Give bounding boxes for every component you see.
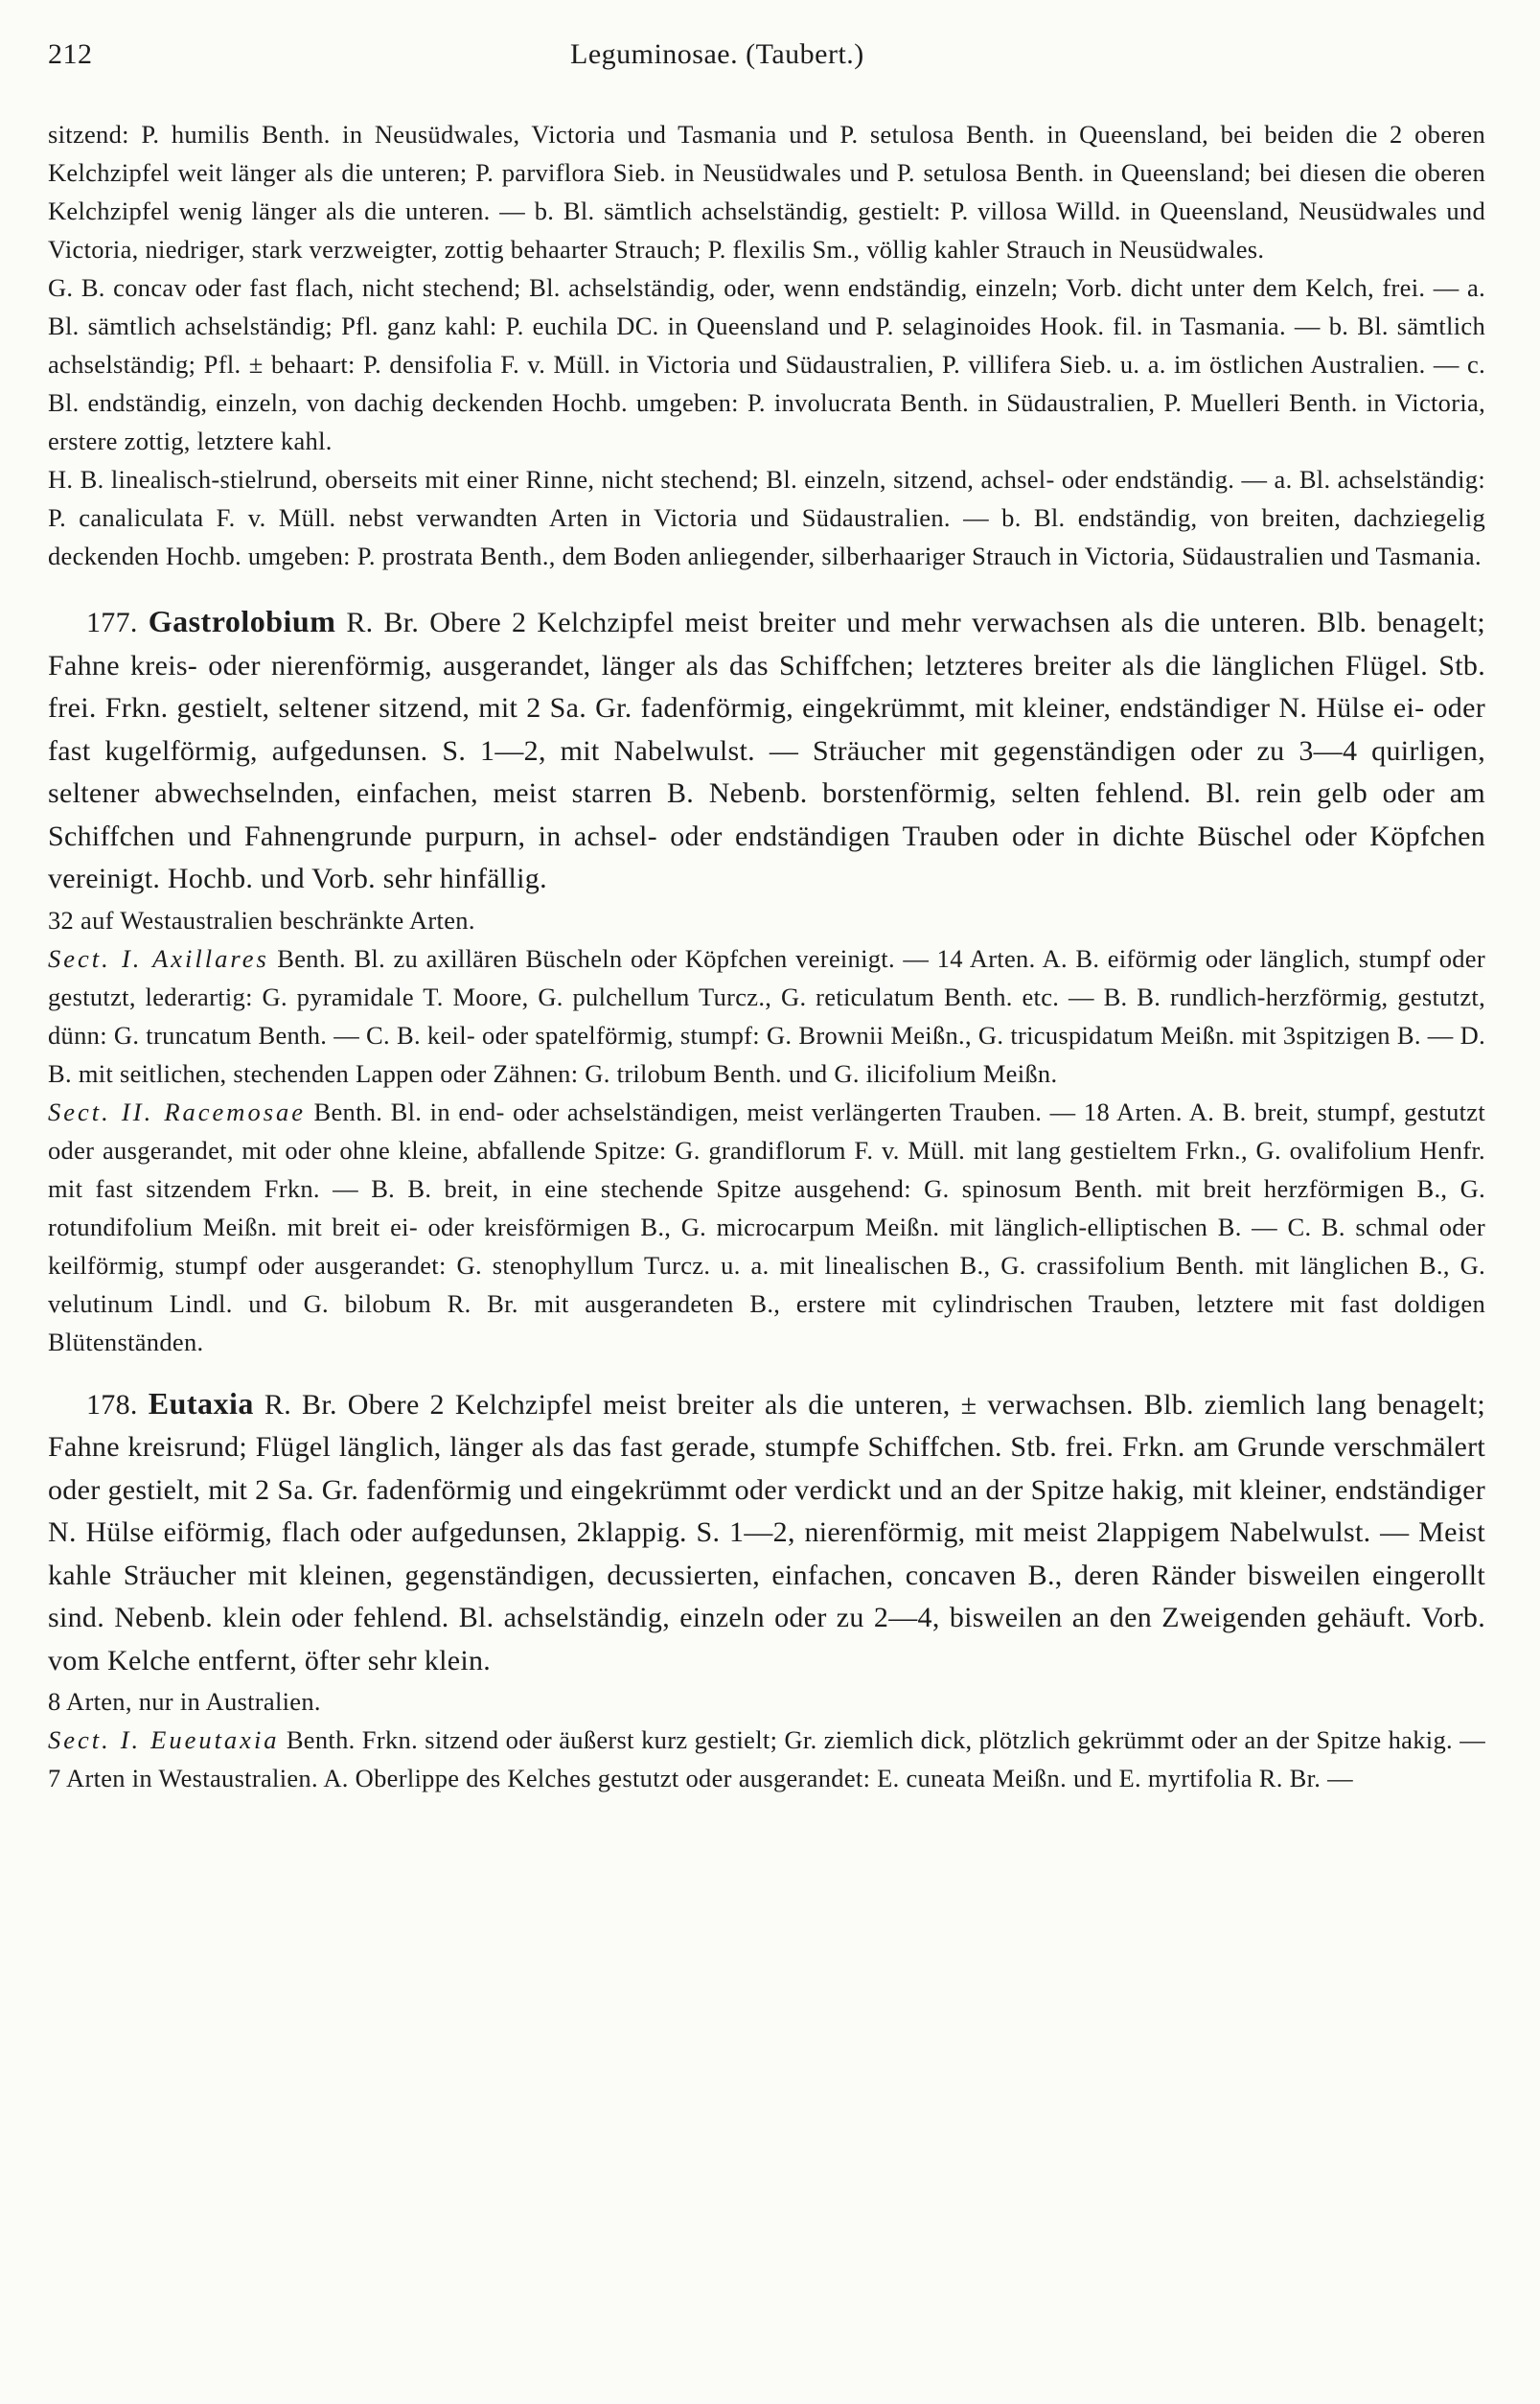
section-heading: Sect. I. Axillares: [48, 943, 269, 973]
section-text: Benth. Bl. zu axillären Büscheln oder Köpfchen vereinigt. — 14 Arten. A. B. eiförmig oder länglich, stumpf oder gestutzt, lederartig: G. pyramidale T. Moore, G. pulchellum Turcz., G. reticulatum Benth. etc. — B. B. rundlich-herzförmig, gestutzt, dünn: G. truncatum Benth. — C. B. keil- oder spatelförmig, stumpf: G. Brownii Meißn., G. tricuspidatum Meißn. mit 3spitzigen B. — D. B. mit seitlichen, stechenden Lappen oder Zähnen: G. trilobum Benth. und G. ilicifolium Meißn.: [48, 943, 1485, 1088]
running-title: Leguminosae. (Taubert.): [570, 38, 864, 70]
section-heading: Sect. I. Eueutaxia: [48, 1725, 280, 1754]
page-header: [48, 29, 1485, 86]
page: [48, 29, 1485, 1797]
section-racemosae: [48, 1093, 1485, 1361]
paragraph-pultenaea-h: H. B. linealisch-stielrund, oberseits mit einer Rinne, nicht stechend; Bl. einzeln, sitzend, achsel- oder endständig. — a. Bl. achselständig: P. canaliculata F. v. Müll. nebst verwandten Arten in Victoria und Südaustralien. — b. Bl. endständig, von breiten, dachziegelig deckenden Hochb. umgeben: P. prostrata Benth., dem Boden anliegender, silberhaariger Strauch in Victoria, Südaustralien und Tasmania.: [48, 465, 1485, 570]
paragraph-pultenaea-g: G. B. concav oder fast flach, nicht stechend; Bl. achselständig, oder, wenn endständig, einzeln; Vorb. dicht unter dem Kelch, frei. — a. Bl. sämtlich achselständig; Pfl. ganz kahl: P. euchila DC. in Queensland und P. selaginoides Hook. fil. in Tasmania. — b. Bl. sämtlich achselständig; Pfl. ± behaart: P. densifolia F. v. Müll. in Victoria und Südaustralien, P. villifera Sieb. u. a. im östlichen Australien. — c. Bl. endständig, einzeln, von dachig deckenden Hochb. umgeben: P. involucrata Benth. in Südaustralien, P. Muelleri Benth. in Victoria, erstere zottig, letztere kahl.: [48, 273, 1485, 455]
genus-name: Gastrolobium: [148, 604, 336, 638]
section-text: Benth. Bl. in end- oder achselständigen, meist verlängerten Trauben. — 18 Arten. A. B. breit, stumpf, gestutzt oder ausgerandet, mit oder ohne kleine, abfallende Spitze: G. grandiflorum F. v. Müll. mit lang gestieltem Frkn., G. ovalifolium Henfr. mit fast sitzendem Frkn. — B. B. breit, in eine stechende Spitze ausgehend: G. spinosum Benth. mit breit herzförmigen B., G. rotundifolium Meißn. mit breit ei- oder kreisförmigen B., G. microcarpum Meißn. mit länglich-elliptischen B. — C. B. schmal oder keilförmig, stumpf oder ausgerandet: G. stenophyllum Turcz. u. a. mit linealischen B., G. crassifolium Benth. mit länglichen B., G. velutinum Lindl. und G. bilobum R. Br. mit ausgerandeten B., erstere mit cylindrischen Trauben, letztere mit fast doldigen Blütenständen.: [48, 1097, 1485, 1356]
genus-description: R. Br. Obere 2 Kelchzipfel meist breiter und mehr verwachsen als die unteren. Blb. benagelt; Fahne kreis- oder nierenförmig, ausgerandet, länger als das Schiffchen; letzteres breiter als die länglichen Flügel. Stb. frei. Frkn. gestielt, seltener sitzend, mit 2 Sa. Gr. fadenförmig, eingekrümmt, mit kleiner, endständiger N. Hülse ei- oder fast kugelförmig, aufgedunsen. S. 1—2, mit Nabelwulst. — Sträucher mit gegenständigen oder zu 3—4 quirligen, seltener abwechselnden, einfachen, meist starren B. Nebenb. borstenförmig, selten fehlend. Bl. rein gelb oder am Schiffchen und Fahnengrunde purpurn, in achsel- oder endständigen Trauben oder in dichte Büschel oder Köpfchen vereinigt. Hochb. und Vorb. sehr hinfällig.: [48, 607, 1485, 894]
genus-number: 177.: [86, 607, 138, 638]
genus-description: R. Br. Obere 2 Kelchzipfel meist breiter als die unteren, ± verwachsen. Blb. ziemlich lang benagelt; Fahne kreisrund; Flügel länglich, länger als das fast gerade, stumpfe Schiffchen. Stb. frei. Frkn. am Grunde verschmälert oder gestielt, mit 2 Sa. Gr. fadenförmig und eingekrümmt oder verdickt und an der Spitze hakig, mit kleiner, endständiger N. Hülse eiförmig, flach oder aufgedunsen, 2klappig. S. 1—2, nierenförmig, mit meist 2lappigem Nabelwulst. — Meist kahle Sträucher mit kleinen, gegenständigen, decussierten, einfachen, concaven B., deren Ränder bisweilen eingerollt sind. Nebenb. klein oder fehlend. Bl. achselständig, einzeln oder zu 2—4, bisweilen an den Zweigenden gehäuft. Vorb. vom Kelche entfernt, öfter sehr klein.: [48, 1388, 1485, 1676]
genus-entry-eutaxia: [48, 1382, 1485, 1683]
genus-name: Eutaxia: [148, 1385, 254, 1421]
section-axillares: [48, 939, 1485, 1093]
section-heading: Sect. II. Racemosae: [48, 1097, 307, 1126]
section-text: Benth. Frkn. sitzend oder äußerst kurz gestielt; Gr. ziemlich dick, plötzlich gekrümmt oder an der Spitze hakig. — 7 Arten in Westaustralien. A. Oberlippe des Kelches gestutzt oder ausgerandet: E. cuneata Meißn. und E. myrtifolia R. Br. —: [48, 1725, 1485, 1792]
species-count-line: 8 Arten, nur in Australien.: [48, 1687, 321, 1716]
genus-entry-gastrolobium: [48, 600, 1485, 901]
section-eueutaxia: [48, 1721, 1485, 1797]
paragraph-pultenaea-f: sitzend: P. humilis Benth. in Neusüdwales, Victoria und Tasmania und P. setulosa Benth. in Queensland, bei beiden die 2 oberen Kelchzipfel weit länger als die unteren; P. parviflora Sieb. in Neusüdwales und P. setulosa Benth. in Queensland; bei diesen die oberen Kelchzipfel wenig länger als die unteren. — b. Bl. sämtlich achselständig, gestielt: P. villosa Willd. in Queensland, Neusüdwales und Victoria, niedriger, stark verzweigter, zottig behaarter Strauch; P. flexilis Sm., völlig kahler Strauch in Neusüdwales.: [48, 120, 1485, 264]
page-number: 212: [48, 38, 93, 70]
genus-number: 178.: [86, 1388, 138, 1421]
species-count-line: 32 auf Westaustralien beschränkte Arten.: [48, 905, 475, 935]
page-body: [48, 115, 1485, 1797]
